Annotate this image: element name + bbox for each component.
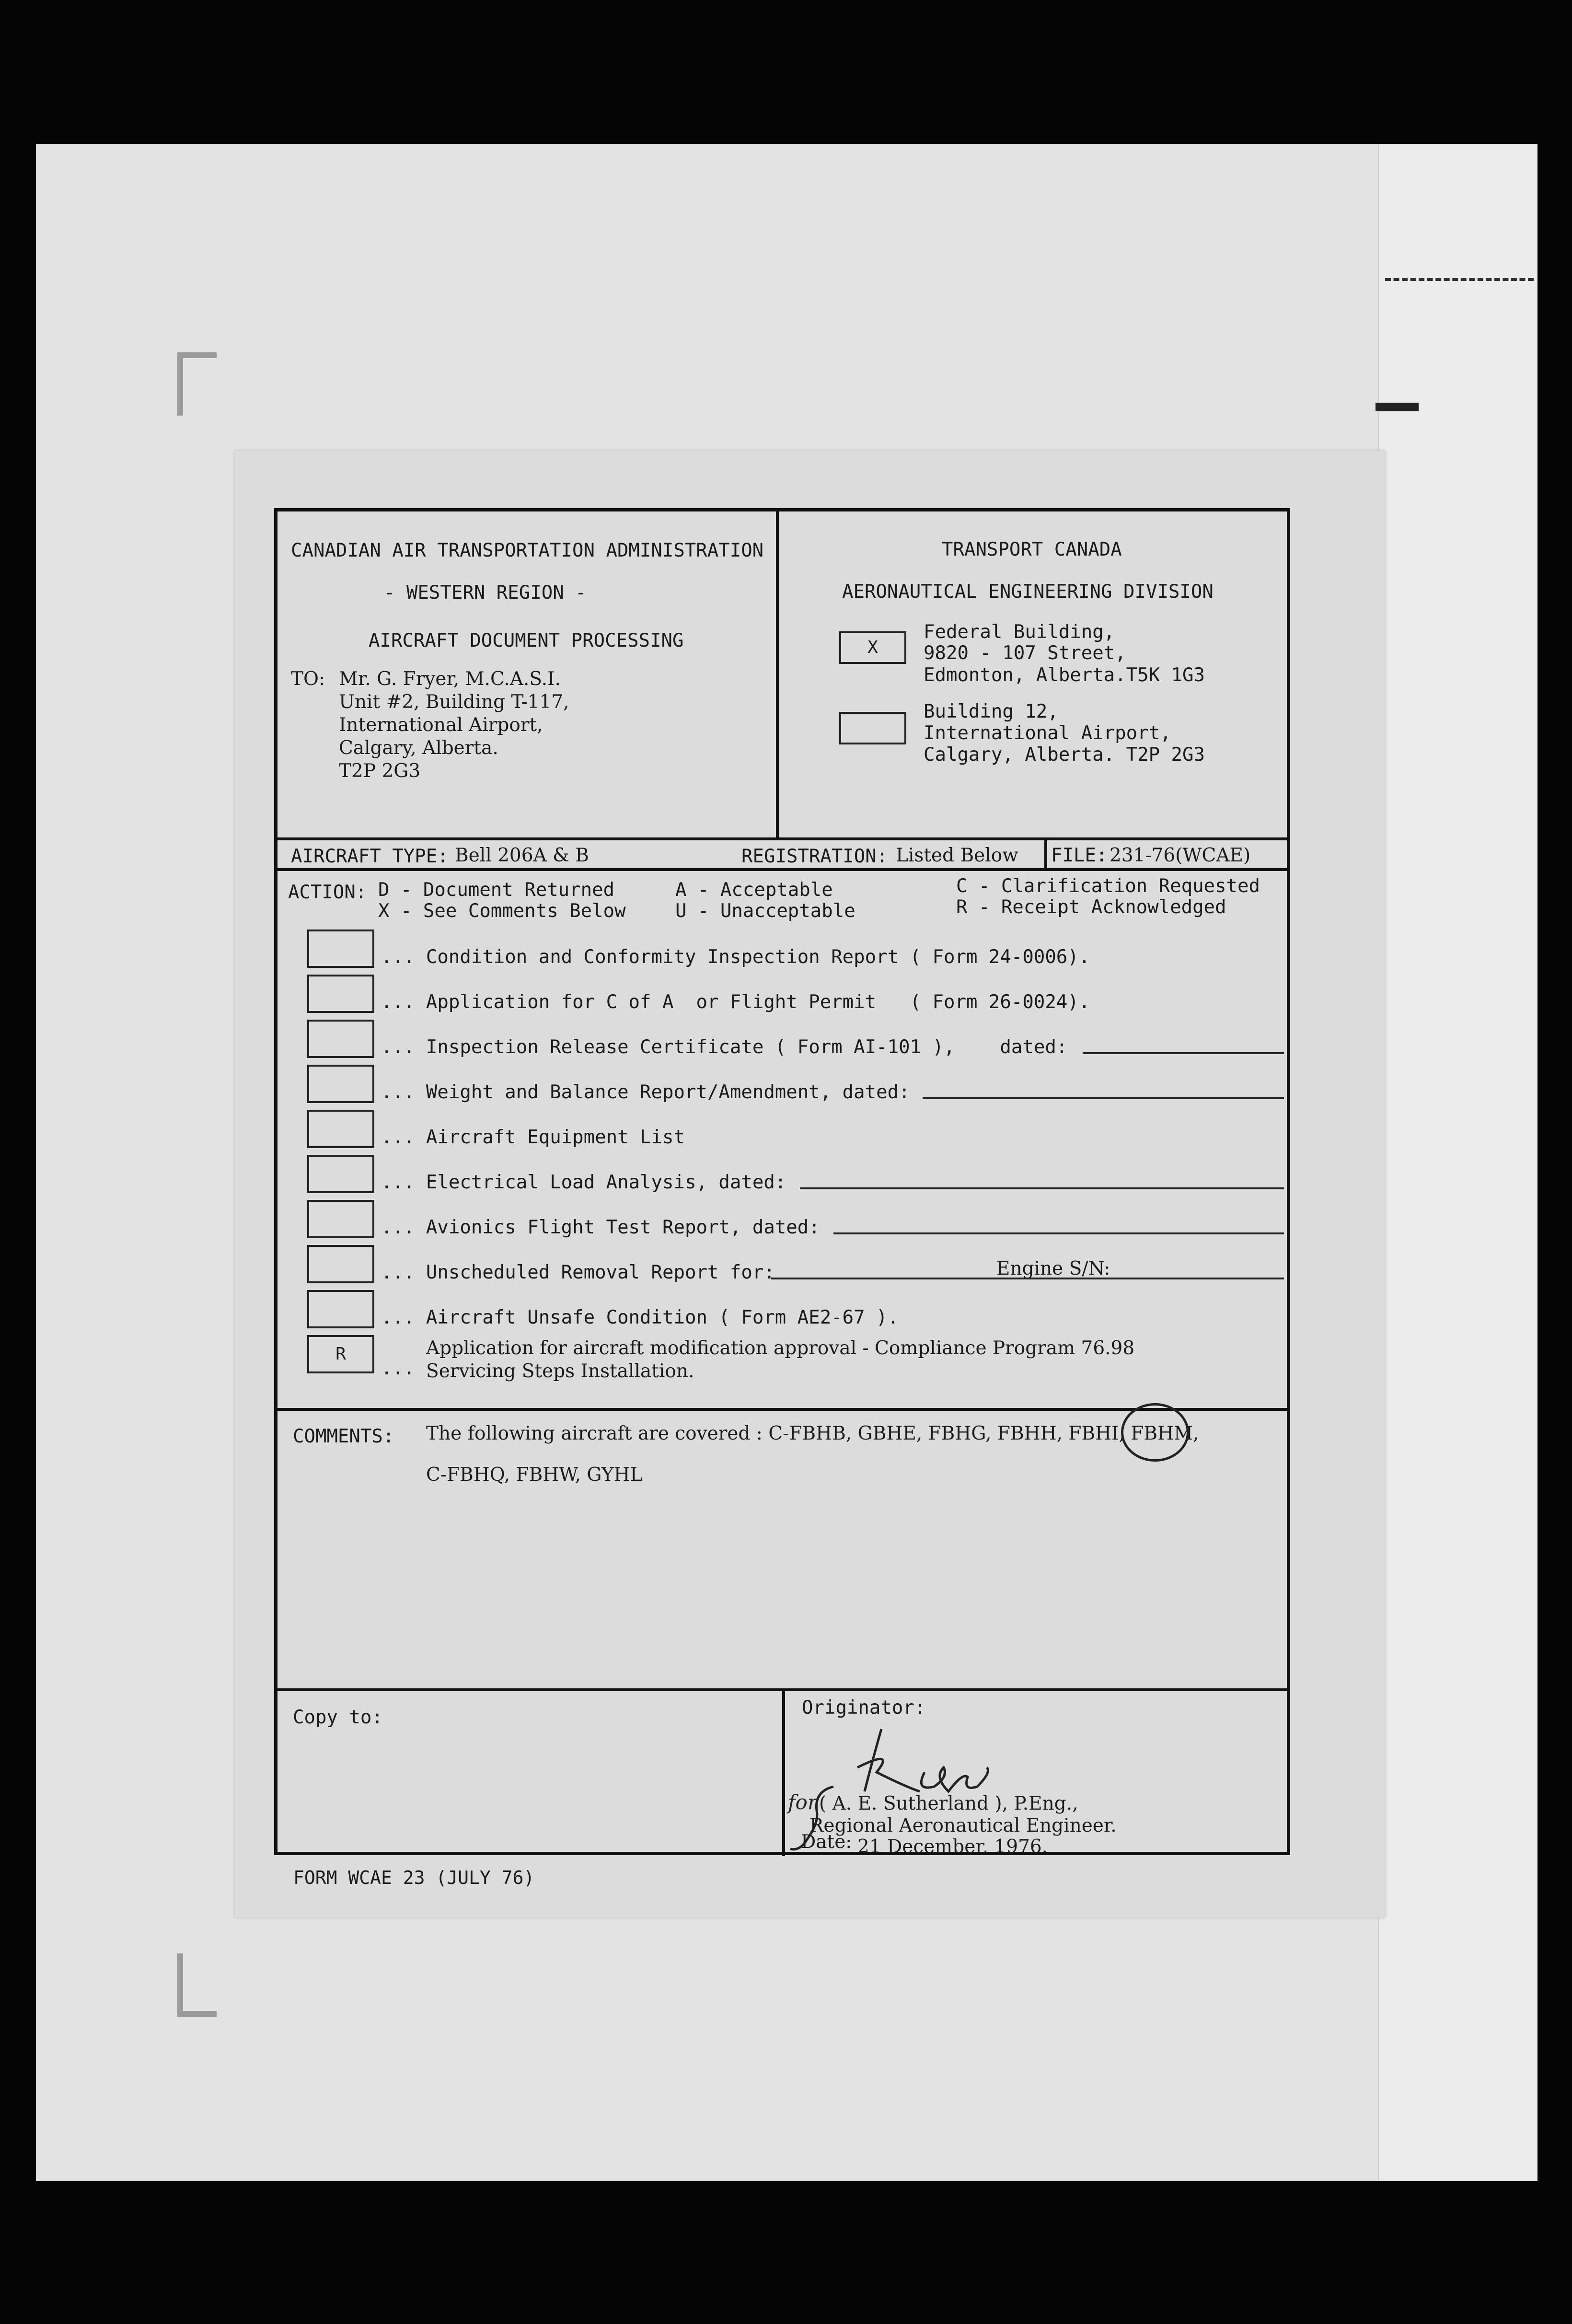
to-line-2: Unit #2, Building T-117, [339,691,569,713]
aircraft-type-label: AIRCRAFT TYPE: [291,846,449,867]
action-condition-report: ... Condition and Conformity Inspection Report ( Form 24-0006). [381,946,1090,968]
legend-a: A - Acceptable [675,879,833,901]
legend-c: C - Clarification Requested [956,875,1260,897]
avionics-test-date-line[interactable] [833,1232,1284,1234]
action-unsafe-condition: ... Aircraft Unsafe Condition ( Form AE2-67 ). [381,1307,899,1328]
comments-line-1: The following aircraft are covered : C-FBHB, GBHE, FBHG, FBHH, FBHI, FBHM, [426,1423,1199,1444]
calgary-address-1: Building 12, [924,701,1059,722]
edmonton-address-2: 9820 - 107 Street, [924,642,1126,664]
office-checkbox-edmonton[interactable]: X [839,631,906,664]
legend-x: X - See Comments Below [378,900,626,922]
action-removal-report: ... Unscheduled Removal Report for: [381,1262,775,1283]
edmonton-address-1: Federal Building, [924,621,1115,643]
to-label: TO: [291,668,325,690]
info-row-top-border [277,837,1287,840]
calgary-address-3: Calgary, Alberta. T2P 2G3 [924,744,1205,766]
release-certificate-date-line[interactable] [1083,1052,1284,1054]
transport-canada-title: TRANSPORT CANADA [942,539,1122,560]
processing-form [274,508,1290,1858]
action-checkbox-modification[interactable] [307,1335,374,1373]
arrow-mark [1376,403,1419,411]
adjacent-page-strip [1378,144,1537,2181]
office-checkbox-calgary[interactable] [839,712,906,744]
action-checkbox-weight-balance[interactable] [307,1065,374,1103]
registration-label: REGISTRATION: [741,846,888,867]
action-checkbox-removal-report[interactable] [307,1245,374,1283]
header-divider [776,511,779,837]
action-checkbox-unsafe-condition[interactable] [307,1290,374,1328]
crop-mark-top-left [177,352,217,416]
action-avionics-test: ... Avionics Flight Test Report, dated: [381,1217,820,1238]
aircraft-type-value: Bell 206A & B [455,845,589,866]
comments-label: COMMENTS: [293,1426,394,1447]
file-label: FILE: [1051,845,1108,866]
comments-line-2: C-FBHQ, FBHW, GYHL [426,1464,643,1486]
action-label: ACTION: [288,882,367,903]
action-checkbox-condition-report[interactable] [307,930,374,968]
org-name: CANADIAN AIR TRANSPORTATION ADMINISTRATION [291,540,764,561]
legend-u: U - Unacceptable [675,900,855,922]
division-name: AERONAUTICAL ENGINEERING DIVISION [842,581,1214,603]
action-checkbox-equipment-list[interactable] [307,1110,374,1148]
dept-name: AIRCRAFT DOCUMENT PROCESSING [369,630,684,651]
file-value: 231-76(WCAE) [1110,845,1251,866]
crop-mark-bottom-left [177,1953,217,2017]
action-checkbox-release-certificate[interactable] [307,1020,374,1058]
to-line-1: Mr. G. Fryer, M.C.A.S.I. [339,668,561,690]
signature-for: for [788,1790,817,1814]
circled-registration-mark [1121,1403,1189,1462]
action-electrical-load: ... Electrical Load Analysis, dated: [381,1172,786,1193]
edmonton-address-3: Edmonton, Alberta.T5K 1G3 [924,664,1205,686]
region-name: - WESTERN REGION - [384,582,587,604]
to-line-4: Calgary, Alberta. [339,737,498,759]
legend-d: D - Document Returned [378,879,615,901]
to-line-5: T2P 2G3 [339,760,421,782]
action-mark-r: R [335,1344,346,1364]
action-checkbox-c-of-a[interactable] [307,975,374,1013]
copy-to-label: Copy to: [293,1707,383,1728]
calgary-address-2: International Airport, [924,722,1171,744]
weight-balance-date-line[interactable] [923,1097,1284,1099]
action-checkbox-avionics-test[interactable] [307,1200,374,1238]
action-modification-dots: ... [381,1358,415,1379]
form-id: FORM WCAE 23 (JULY 76) [293,1867,535,1888]
action-release-certificate: ... Inspection Release Certificate ( Form AI-101 ), dated: [381,1036,1068,1058]
date-value: 21 December, 1976. [857,1836,1048,1858]
info-row-bottom-border [277,868,1287,871]
dashed-line-mark [1385,278,1534,281]
action-equipment-list: ... Aircraft Equipment List [381,1127,685,1148]
action-checkbox-electrical-load[interactable] [307,1155,374,1193]
electrical-load-date-line[interactable] [800,1187,1284,1189]
action-c-of-a: ... Application for C of A or Flight Permit ( Form 26-0024). [381,991,1090,1013]
originator-label: Originator: [802,1697,926,1719]
action-weight-balance: ... Weight and Balance Report/Amendment, dated: [381,1081,910,1103]
info-row-divider [1044,837,1047,868]
to-line-3: International Airport, [339,714,543,736]
engine-sn-label: Engine S/N: [996,1258,1110,1279]
modification-line-1: Application for aircraft modification approval - Compliance Program 76.98 [426,1337,1135,1359]
date-label: Date: [801,1831,852,1853]
modification-line-2: Servicing Steps Installation. [426,1360,694,1382]
legend-r: R - Receipt Acknowledged [956,896,1226,918]
originator-title: Regional Aeronautical Engineer. [809,1815,1117,1836]
originator-name: ( A. E. Sutherland ), P.Eng., [819,1793,1078,1814]
registration-value: Listed Below [896,845,1018,866]
